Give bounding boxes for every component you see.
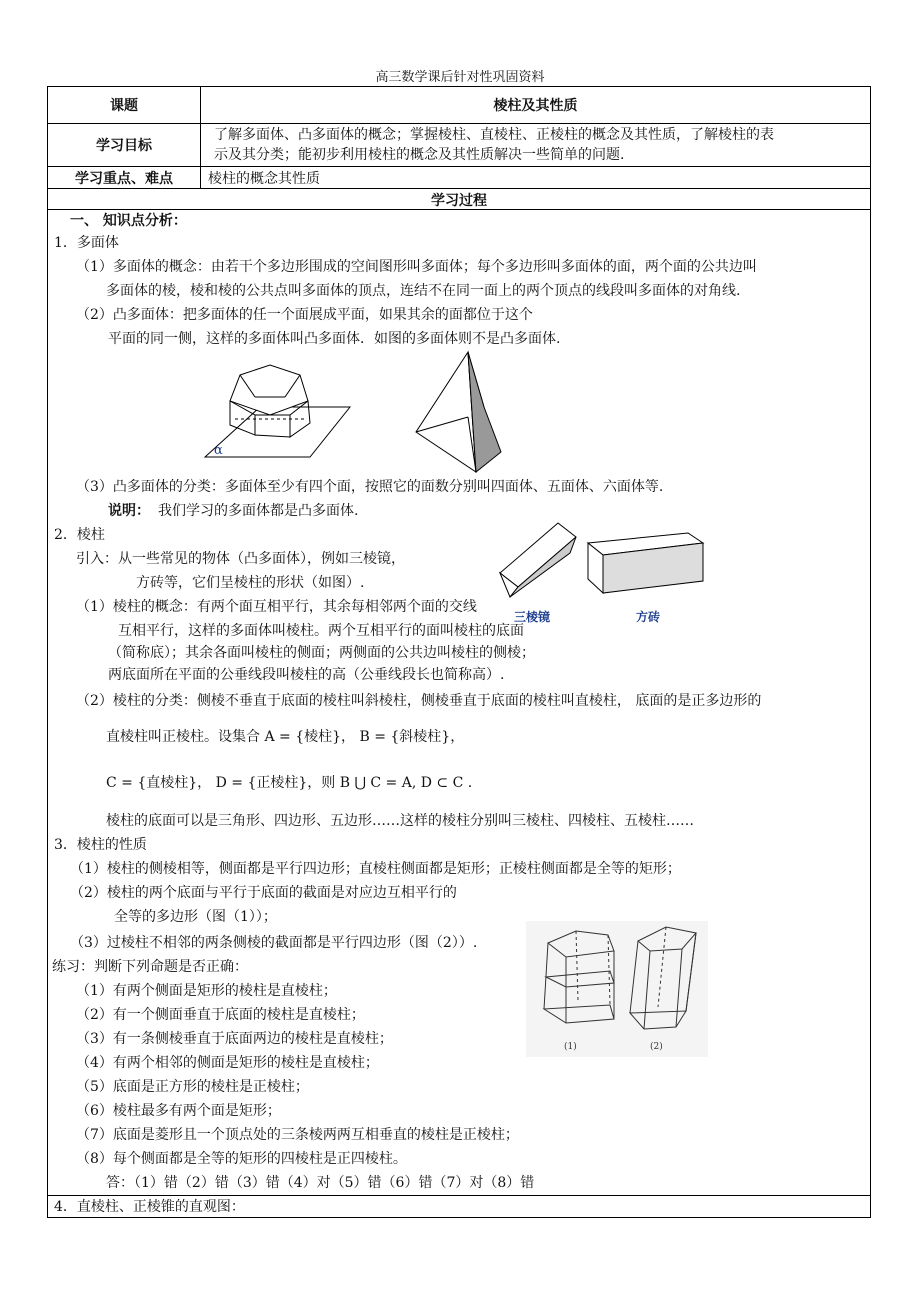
note-label: 说明： xyxy=(108,503,150,519)
goal-label: 学习目标 xyxy=(48,124,201,166)
exercise-title: 练习：判断下列命题是否正确： xyxy=(52,959,248,975)
text-2b-4: 棱柱的底面可以是三角形、四边形、五边形……这样的棱柱分别叫三棱柱、四棱柱、五棱柱…… xyxy=(106,813,694,829)
text-3b-2: 全等的多边形（图（1））； xyxy=(114,909,277,925)
text-2b-3: C = {直棱柱}， D = {正棱柱}，则 B ⋃ C = A, D ⊂ C . xyxy=(106,775,473,791)
caption-prism: 三棱镜 xyxy=(514,610,551,624)
text-2a-4: 两底面所在平面的公垂线段叫棱柱的高（公垂线段长也简称高）. xyxy=(108,667,505,683)
caption-brick: 方砖 xyxy=(636,610,661,624)
section-divider xyxy=(48,1195,870,1196)
intro-2: 方砖等，它们呈棱柱的形状（如图）. xyxy=(136,575,365,591)
intro-1: 引入：从一些常见的物体（凸多面体），例如三棱镜， xyxy=(76,551,405,567)
exercise-item: （4）有两个相邻的侧面是矩形的棱柱是直棱柱； xyxy=(76,1055,379,1071)
pentagonal-prism-figures xyxy=(526,921,708,1057)
topic-value: 棱柱及其性质 xyxy=(493,98,578,114)
page-header: 高三数学课后针对性巩固资料 xyxy=(375,70,545,85)
text-3a: （1）棱柱的侧棱相等，侧面都是平行四边形；直棱柱侧面都是矩形；正棱柱侧面都是全等的矩形； xyxy=(70,861,681,877)
alpha-label: α xyxy=(214,443,223,458)
focus-row xyxy=(48,167,870,189)
figure-2-label: (2) xyxy=(650,1042,663,1052)
exercise-item: （3）有一条侧棱垂直于底面两边的棱柱是直棱柱； xyxy=(76,1031,393,1047)
text-1b-2: 平面的同一侧，这样的多面体叫凸多面体．如图的多面体则不是凸多面体. xyxy=(108,331,561,347)
exercise-item: （1）有两个侧面是矩形的棱柱是直棱柱； xyxy=(76,983,337,999)
text-1a-1: （1）多面体的概念：由若干个多边形围成的空间图形叫多面体；每个多边形叫多面体的面，两个面的公共边叫 xyxy=(76,259,757,275)
focus-label: 学习重点、难点 xyxy=(48,167,201,188)
exercise-item: （8）每个侧面都是全等的矩形的四棱柱是正四棱柱。 xyxy=(76,1151,407,1167)
text-1b-1: （2）凸多面体：把多面体的任一个面展成平面，如果其余的面都位于这个 xyxy=(76,307,533,323)
process-title: 学习过程 xyxy=(431,193,487,209)
text-2a-3: （简称底）；其余各面叫棱柱的侧面；两侧面的公共边叫棱柱的侧棱； xyxy=(108,645,535,661)
goal-line-1: 了解多面体、凸多面体的概念；掌握棱柱、直棱柱、正棱柱的概念及其性质，了解棱柱的表 xyxy=(214,127,774,143)
exercise-item: （6）棱柱最多有两个面是矩形； xyxy=(76,1103,281,1119)
text-3b-1: （2）棱柱的两个底面与平行于底面的截面是对应边互相平行的 xyxy=(70,885,457,901)
figure-1-label: (1) xyxy=(564,1042,577,1052)
heading-intuitive-figures: 4．直棱柱、正棱锥的直观图： xyxy=(54,1199,245,1215)
text-2b-2: 直棱柱叫正棱柱。设集合 A = {棱柱}， B = {斜棱柱}， xyxy=(106,729,465,745)
text-2a-1: （1）棱柱的概念：有两个面互相平行，其余每相邻两个面的交线 xyxy=(76,599,477,615)
goal-row xyxy=(48,124,870,167)
text-1c: （3）凸多面体的分类：多面体至少有四个面，按照它的面数分别叫四面体、五面体、六面体等. xyxy=(76,479,664,495)
exercise-item: （2）有一个侧面垂直于底面的棱柱是直棱柱； xyxy=(76,1007,365,1023)
goal-line-2: 示及其分类；能初步利用棱柱的概念及其性质解决一些简单的问题. xyxy=(214,147,625,163)
topic-row xyxy=(48,87,870,124)
note-text: 我们学习的多面体都是凸多面体. xyxy=(158,503,359,519)
exercise-answer: 答：（1）错（2）错（3）错（4）对（5）错（6）错（7）对（8）错 xyxy=(106,1175,535,1191)
concave-pyramid-figure xyxy=(406,347,526,477)
nonconvex-polyhedron-figure xyxy=(200,357,360,467)
text-1a-2: 多面体的棱，棱和棱的公共点叫多面体的顶点，连结不在同一面上的两个顶点的线段叫多面体的对角线. xyxy=(106,283,741,299)
lesson-table xyxy=(47,86,871,1218)
heading-prism: 2．棱柱 xyxy=(54,527,105,543)
heading-polyhedron: 1．多面体 xyxy=(54,235,119,251)
section-1-title: 一、 知识点分析： xyxy=(70,213,187,229)
topic-label: 课题 xyxy=(48,87,201,123)
prism-brick-figure xyxy=(488,515,718,625)
heading-properties: 3．棱柱的性质 xyxy=(54,837,147,853)
text-2b-1: （2）棱柱的分类：侧棱不垂直于底面的棱柱叫斜棱柱，侧棱垂直于底面的棱柱叫直棱柱， 底面的是正多边形的 xyxy=(76,693,762,709)
exercise-item: （7）底面是菱形且一个顶点处的三条棱两两互相垂直的棱柱是正棱柱； xyxy=(76,1127,519,1143)
process-row xyxy=(48,189,870,210)
text-3c: （3）过棱柱不相邻的两条侧棱的截面都是平行四边形（图（2））. xyxy=(70,935,478,951)
focus-value: 棱柱的概念其性质 xyxy=(208,170,320,187)
exercise-item: （5）底面是正方形的棱柱是正棱柱； xyxy=(76,1079,309,1095)
text-2a-2: 互相平行，这样的多面体叫棱柱。两个互相平行的面叫棱柱的底面 xyxy=(118,623,524,639)
